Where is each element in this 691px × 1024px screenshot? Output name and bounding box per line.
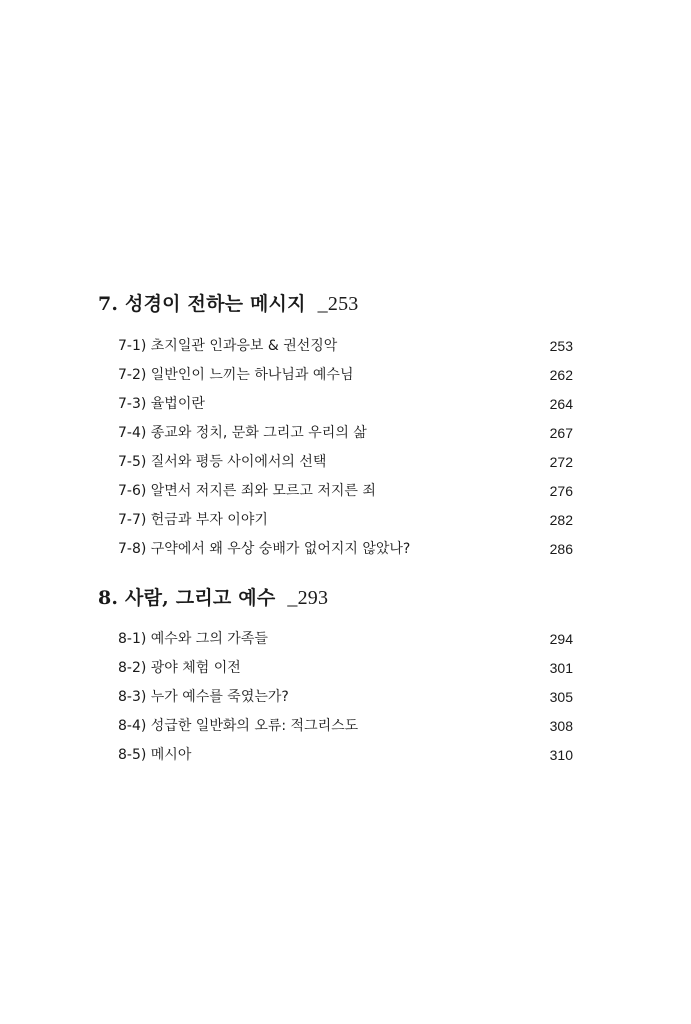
toc-entry[interactable]	[118, 423, 573, 443]
toc-entry-page: 305	[549, 689, 573, 705]
toc-entry-label: 7-5) 질서와 평등 사이에서의 선택	[118, 454, 327, 470]
toc-entry-label: 7-3) 율법이란	[118, 396, 205, 412]
toc-entry-page: 272	[549, 454, 573, 470]
toc-entry-page: 310	[549, 747, 573, 763]
toc-entry[interactable]	[118, 539, 573, 559]
toc-entry[interactable]	[118, 716, 573, 736]
chapter-title	[98, 292, 358, 316]
toc-entry-page: 286	[549, 541, 573, 557]
toc-entry[interactable]	[118, 629, 573, 649]
toc-entry[interactable]	[118, 452, 573, 472]
toc-entry-page: 276	[549, 483, 573, 499]
toc-entry-page: 264	[549, 396, 573, 412]
chapter-title-text: 7. 성경이 전하는 메시지	[98, 293, 306, 315]
toc-entry[interactable]	[118, 394, 573, 414]
toc-entry-page: 262	[549, 367, 573, 383]
toc-entry-label: 7-4) 종교와 정치, 문화 그리고 우리의 삶	[118, 425, 367, 441]
toc-entry-page: 253	[549, 338, 573, 354]
toc-entry[interactable]	[118, 745, 573, 765]
toc-entry-label: 7-2) 일반인이 느끼는 하나님과 예수님	[118, 367, 354, 383]
toc-entry-label: 8-2) 광야 체험 이전	[118, 660, 241, 676]
toc-entry-page: 308	[549, 718, 573, 734]
toc-entry-label: 7-8) 구약에서 왜 우상 숭배가 없어지지 않았나?	[118, 541, 411, 557]
chapter-page-ref: _253	[317, 293, 359, 315]
toc-entry-label: 8-3) 누가 예수를 죽였는가?	[118, 689, 289, 705]
toc-entry-page: 282	[549, 512, 573, 528]
toc-entry-label: 7-6) 알면서 저지른 죄와 모르고 저지른 죄	[118, 483, 376, 499]
toc-entry-label: 7-1) 초지일관 인과응보 & 권선징악	[118, 338, 338, 354]
toc-entry-label: 8-1) 예수와 그의 가족들	[118, 631, 268, 647]
toc-entry[interactable]	[118, 658, 573, 678]
toc-entry[interactable]	[118, 481, 573, 501]
toc-entry[interactable]	[118, 510, 573, 530]
toc-entry-page: 301	[549, 660, 573, 676]
chapter-title-text: 8. 사람, 그리고 예수	[98, 587, 276, 609]
chapter-page-ref: _293	[287, 587, 329, 609]
toc-entry[interactable]	[118, 365, 573, 385]
toc-entry[interactable]	[118, 687, 573, 707]
toc-entry-label: 8-4) 성급한 일반화의 오류: 적그리스도	[118, 718, 359, 734]
toc-entry-label: 8-5) 메시아	[118, 747, 192, 763]
toc-entry-page: 267	[549, 425, 573, 441]
toc-entry-label: 7-7) 헌금과 부자 이야기	[118, 512, 268, 528]
chapter-title	[98, 586, 328, 610]
toc-entry[interactable]	[118, 336, 573, 356]
toc-entry-page: 294	[549, 631, 573, 647]
